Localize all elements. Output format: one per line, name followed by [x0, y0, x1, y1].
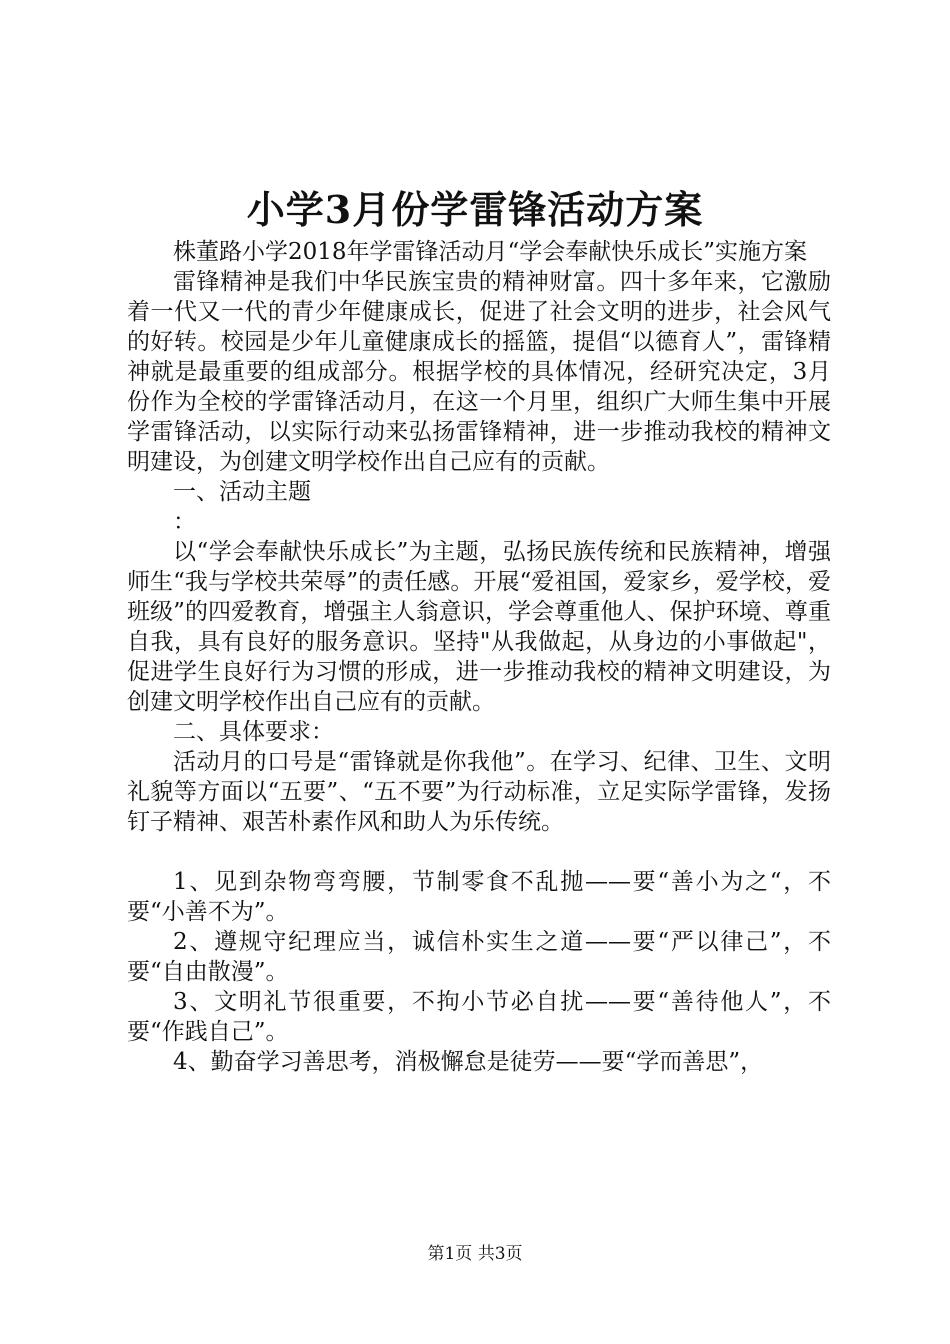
paragraph-theme: 以“学会奉献快乐成长”为主题，弘扬民族传统和民族精神，增强师生“我与学校共荣辱”的责任感。开展“爱祖国，爱家乡，爱学校，爱班级”的四爱教育，增强主人翁意识，学会尊重他人、保护环境、尊重自我，具有良好的服务意识。坚持"从我做起，从身边的小事做起"，促进学生良好行为习惯的形成，进一步推动我校的精神文明建设，为创建文明学校作出自己应有的贡献。 [127, 539, 831, 715]
paragraph-subtitle: 株董路小学2018年学雷锋活动月“学会奉献快乐成长”实施方案 [173, 239, 808, 265]
section-heading-theme: 一、活动主题 [173, 479, 311, 505]
paragraph-spacer [127, 837, 831, 867]
page-footer: 第1页 共3页 [427, 1244, 523, 1264]
section-heading-requirements: 二、具体要求： [173, 719, 334, 745]
paragraph-requirements: 活动月的口号是“雷锋就是你我他”。在学习、纪律、卫生、文明礼貌等方面以“五要”、“五不要”为行动标准，立足实际学雷锋，发扬钉子精神、艰苦朴素作风和助人为乐传统。 [127, 749, 831, 835]
list-item-4: 4、勤奋学习善思考，消极懈怠是徒劳——要“学而善思”， [173, 1049, 764, 1075]
document-title: 小学3月份学雷锋活动方案 [246, 187, 704, 232]
document-body [127, 237, 831, 1077]
paragraph-intro: 雷锋精神是我们中华民族宝贵的精神财富。四十多年来，它激励着一代又一代的青少年健康成长，促进了社会文明的进步，社会风气的好转。校园是少年儿童健康成长的摇篮，提倡“以德育人”，雷锋精神就是最重要的组成部分。根据学校的具体情况，经研究决定，3月份作为全校的学雷锋活动月，在这一个月里，组织广大师生集中开展学雷锋活动，以实际行动来弘扬雷锋精神，进一步推动我校的精神文明建设，为创建文明学校作出自己应有的贡献。 [127, 269, 831, 475]
list-item-2: 2、遵规守纪理应当，诚信朴实生之道——要“严以律己”，不要“自由散漫”。 [127, 929, 831, 985]
paragraph-colon: ： [173, 509, 196, 535]
list-item-3: 3、文明礼节很重要，不拘小节必自扰——要“善待他人”，不要“作践自己”。 [127, 989, 831, 1045]
list-item-1: 1、见到杂物弯弯腰，节制零食不乱抛——要“善小为之“，不要“小善不为”。 [127, 869, 831, 925]
